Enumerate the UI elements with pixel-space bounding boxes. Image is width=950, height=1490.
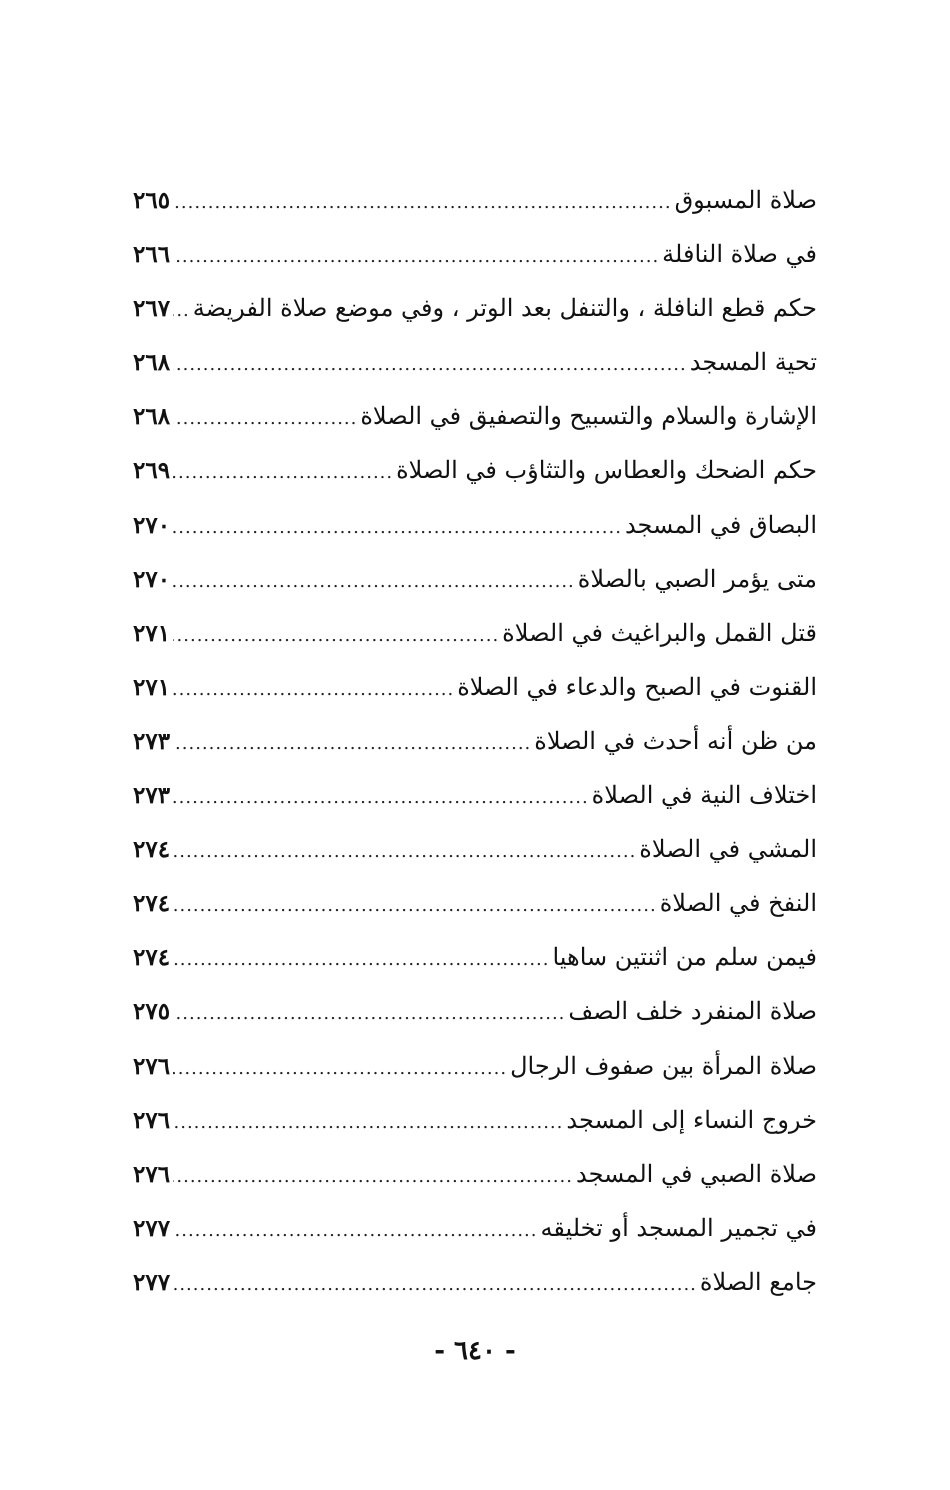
toc-entry	[133, 660, 817, 714]
toc-entry-page: ٢٧٧	[133, 1214, 171, 1242]
toc-entry-title: متى يؤمر الصبي بالصلاة	[577, 564, 817, 593]
toc-entry-page: ٢٧٤	[133, 890, 171, 918]
toc-entry	[133, 606, 817, 660]
dot-leader	[173, 987, 565, 1041]
toc-entry-title: في صلاة النافلة	[662, 240, 817, 269]
dot-leader	[173, 338, 687, 392]
toc-entry	[133, 389, 817, 443]
page-number: - ٦٤٠ -	[434, 1336, 516, 1366]
toc-entry	[133, 498, 817, 552]
dot-leader	[173, 1150, 573, 1204]
toc-entry	[133, 335, 817, 389]
toc-entry-page: ٢٧٣	[133, 782, 171, 810]
toc-entry-page: ٢٧٦	[133, 1052, 171, 1080]
toc-entry-page: ٢٧٥	[133, 998, 171, 1026]
dot-leader	[173, 230, 659, 284]
dot-leader	[173, 555, 575, 609]
toc-entry	[133, 1093, 817, 1147]
toc-entry-page: ٢٦٧	[133, 295, 171, 323]
toc-entry	[133, 930, 817, 984]
toc-entry-page: ٢٧٦	[133, 1160, 171, 1188]
toc-entry-title: حكم قطع النافلة ، والتنفل بعد الوتر ، وفي موضع صلاة الفريضة	[192, 294, 817, 323]
dot-leader	[173, 501, 622, 555]
dot-leader	[173, 176, 672, 230]
toc-entry	[133, 822, 817, 876]
toc-entry-page: ٢٦٩	[133, 457, 171, 485]
toc-entry	[133, 552, 817, 606]
toc-entry-page: ٢٧٣	[133, 727, 171, 755]
toc-entry	[133, 1201, 817, 1255]
dot-leader	[173, 717, 531, 771]
dot-leader	[173, 825, 636, 879]
toc-entry-page: ٢٧٧	[133, 1268, 171, 1296]
dot-leader	[173, 1204, 537, 1258]
toc-entry	[133, 1039, 817, 1093]
toc-entry-title: من ظن أنه أحدث في الصلاة	[534, 726, 817, 755]
dot-leader	[173, 609, 499, 663]
dot-leader	[173, 446, 393, 500]
dot-leader	[173, 1096, 563, 1150]
toc-entry-title: المشي في الصلاة	[639, 835, 817, 864]
toc-entry	[133, 714, 817, 768]
toc-entry	[133, 1147, 817, 1201]
toc-entry	[133, 1255, 817, 1309]
dot-leader	[173, 284, 190, 338]
toc-entry	[133, 227, 817, 281]
toc-entry-title: النفخ في الصلاة	[659, 889, 817, 918]
toc-entry-title: قتل القمل والبراغيث في الصلاة	[502, 618, 817, 647]
toc-entry-page: ٢٦٨	[133, 403, 171, 431]
dot-leader	[173, 879, 657, 933]
toc-entry-title: خروج النساء إلى المسجد	[566, 1105, 817, 1134]
toc-entry-title: الإشارة والسلام والتسبيح والتصفيق في الصلاة	[360, 402, 817, 431]
toc-entry-page: ٢٧٠	[133, 511, 171, 539]
toc-entry-title: حكم الضحك والعطاس والتثاؤب في الصلاة	[396, 456, 817, 485]
dot-leader	[173, 392, 357, 446]
toc-entry-page: ٢٧١	[133, 619, 171, 647]
toc-entry-title: صلاة المرأة بين صفوف الرجال	[510, 1051, 817, 1080]
dot-leader	[173, 1042, 507, 1096]
dot-leader	[173, 663, 454, 717]
toc-entry	[133, 768, 817, 822]
dot-leader	[173, 1258, 697, 1312]
toc-entry-title: في تجمير المسجد أو تخليقه	[540, 1213, 817, 1242]
toc-entry-title: فيمن سلم من اثنتين ساهيا	[552, 943, 817, 972]
toc-entry-page: ٢٧٠	[133, 565, 171, 593]
toc-entry-title: جامع الصلاة	[699, 1267, 817, 1296]
toc-entry-page: ٢٦٦	[133, 241, 171, 269]
toc-entry	[133, 173, 817, 227]
toc-entry-page: ٢٧٤	[133, 944, 171, 972]
toc-entry-page: ٢٦٥	[133, 187, 171, 214]
toc-entry-title: صلاة الصبي في المسجد	[575, 1159, 817, 1188]
toc-entry	[133, 443, 817, 497]
toc-entry-title: البصاق في المسجد	[624, 510, 817, 539]
toc-entry	[133, 281, 817, 335]
toc-entry-page: ٢٦٨	[133, 349, 171, 377]
toc-entry-page: ٢٧٦	[133, 1106, 171, 1134]
toc-entry-page: ٢٧٤	[133, 836, 171, 864]
toc-entry-title: صلاة المنفرد خلف الصف	[568, 997, 817, 1026]
toc-entry-title: القنوت في الصبح والدعاء في الصلاة	[457, 672, 817, 701]
toc-entry	[133, 876, 817, 930]
table-of-contents	[133, 173, 817, 1309]
dot-leader	[173, 933, 549, 987]
toc-entry-title: اختلاف النية في الصلاة	[591, 781, 817, 810]
toc-entry-title: صلاة المسبوق	[674, 186, 817, 214]
dot-leader	[173, 771, 589, 825]
toc-entry-title: تحية المسجد	[689, 348, 817, 377]
toc-entry	[133, 984, 817, 1038]
toc-entry-page: ٢٧١	[133, 673, 171, 701]
